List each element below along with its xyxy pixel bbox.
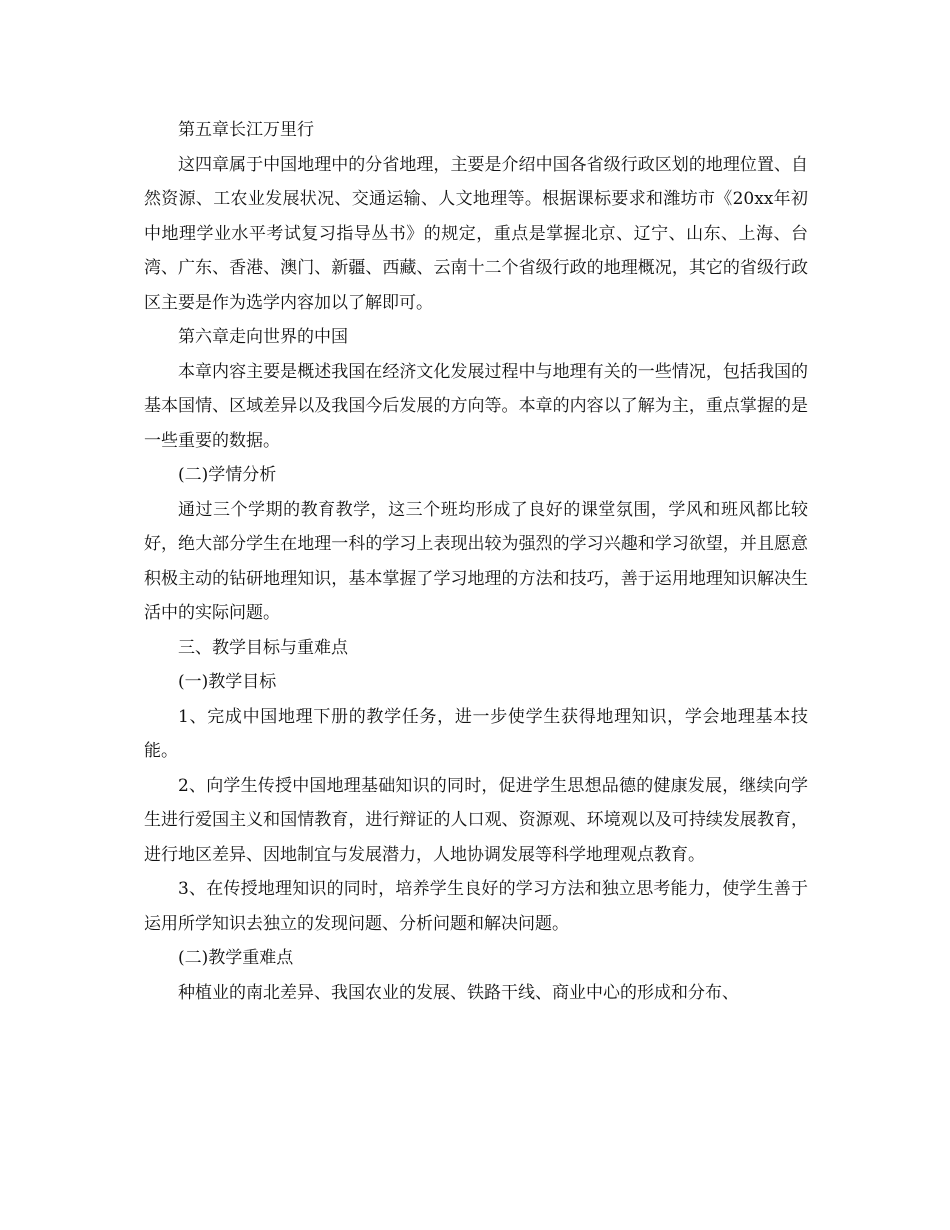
chapter6-heading: 第六章走向世界的中国 <box>178 327 348 347</box>
teaching-goals-heading: (一)教学目标 <box>178 672 277 692</box>
student-analysis-heading: (二)学情分析 <box>178 465 277 485</box>
key-difficulties-heading: (二)教学重难点 <box>178 948 294 968</box>
key-difficulties-paragraph: 种植业的南北差异、我国农业的发展、铁路干线、商业中心的形成和分布、 <box>178 982 739 1003</box>
student-analysis-paragraph: 通过三个学期的教育教学，这三个班均形成了良好的课堂氛围，学风和班风都比较好，绝大部分学生在地理一科的学习上表现出较为强烈的学习兴趣和学习欲望，并且愿意积极主动的钻研地理知识，基本掌握了学习地理的方法和技巧，善于运用地理知识解决生活中的实际问题。 <box>144 499 808 623</box>
goal-1-paragraph: 1、完成中国地理下册的教学任务，进一步使学生获得地理知识，学会地理基本技能。 <box>144 706 808 761</box>
section3-heading: 三、教学目标与重难点 <box>178 637 348 658</box>
provincial-geography-paragraph: 这四章属于中国地理中的分省地理，主要是介绍中国各省级行政区划的地理位置、自然资源、工农业发展状况、交通运输、人文地理等。根据课标要求和潍坊市《20xx年初中地理学业水平考试复习指导丛书》的规定，重点是掌握北京、辽宁、山东、上海、台湾、广东、香港、澳门、新疆、西藏、云南十二个省级行政的地理概况，其它的省级行政区主要是作为选学内容加以了解即可。 <box>144 154 808 313</box>
chapter6-summary-paragraph: 本章内容主要是概述我国在经济文化发展过程中与地理有关的一些情况，包括我国的基本国情、区域差异以及我国今后发展的方向等。本章的内容以了解为主，重点掌握的是一些重要的数据。 <box>144 361 808 451</box>
goal-3-paragraph: 3、在传授地理知识的同时，培养学生良好的学习方法和独立思考能力，使学生善于运用所学知识去独立的发现问题、分析问题和解决问题。 <box>144 879 808 934</box>
chapter5-heading: 第五章长江万里行 <box>178 120 314 140</box>
goal-2-paragraph: 2、向学生传授中国地理基础知识的同时，促进学生思想品德的健康发展，继续向学生进行爱国主义和国情教育，进行辩证的人口观、资源观、环境观以及可持续发展教育，进行地区差异、因地制宜与发展潜力，人地协调发展等科学地理观点教育。 <box>144 775 808 865</box>
document-page <box>144 113 808 1010</box>
